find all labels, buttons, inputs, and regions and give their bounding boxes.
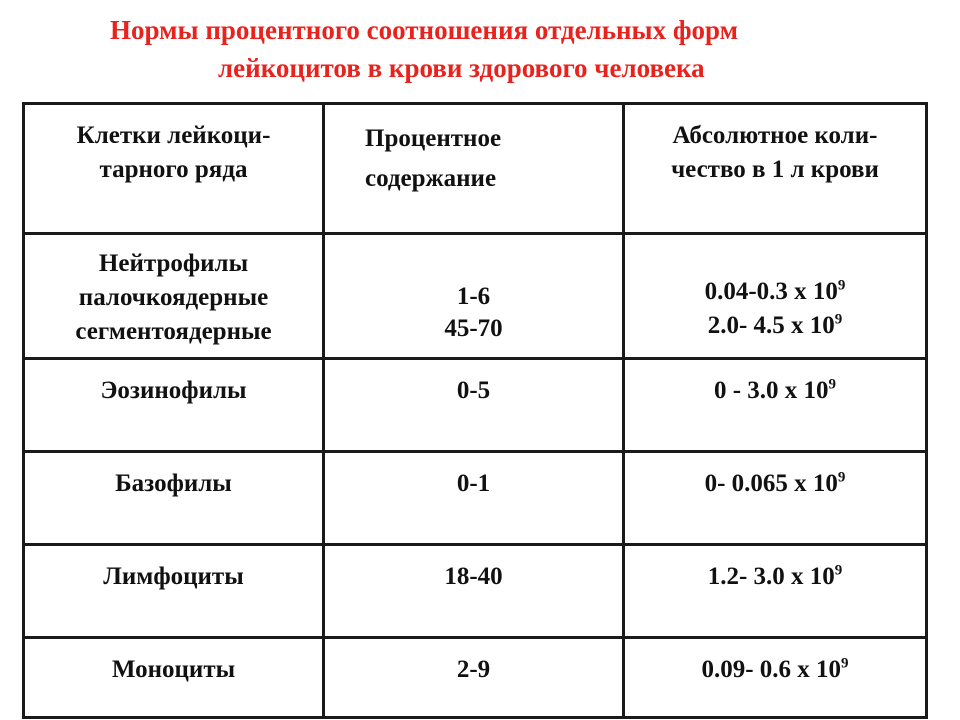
table-row [24,545,927,638]
header-cell-cell-type [24,104,324,234]
title-line-2: лейкоцитов в крови здорового человека [218,53,705,83]
table-header-row [24,104,927,234]
row-percent-cell: 0-1 [324,452,624,545]
header-absolute-line-2: чество в 1 л крови [671,156,879,183]
row-absolute-cell: 0.09- 0.6 х $10^9$ [624,638,927,718]
band-absolute: 0.04-0.3 х $10^9$ [704,277,846,305]
row-percent-cell: 0-5 [324,359,624,452]
segmented-neutrophils-label: сегментоядерные [75,318,272,345]
row-absolute-cell: 0- 0.065 х $10^9$ [624,452,927,545]
row-name-cell: Базофилы [24,452,324,545]
band-percent: 1-6 [456,283,491,310]
neutrophils-absolute-cell [624,234,927,359]
neutrophils-percent-cell [324,234,624,359]
header-percent-line-1: Процентное [365,125,502,152]
row-absolute-cell: 0 - 3.0 х $10^9$ [624,359,927,452]
header-absolute-line-1: Абсолютное коли- [672,122,878,149]
segmented-percent: 45-70 [444,315,503,342]
band-neutrophils-label: палочкоядерные [78,284,269,311]
neutrophils-label: Нейтрофилы [98,250,249,277]
header-cell-percent [324,104,624,234]
row-absolute-cell: 1.2- 3.0 х $10^9$ [624,545,927,638]
title-line-1: Нормы процентного соотношения отдельных форм [110,15,739,45]
neutrophils-name-cell [24,234,324,359]
segmented-absolute: 2.0- 4.5 х $10^9$ [707,311,843,339]
row-name-cell: Лимфоциты [24,545,324,638]
header-percent-line-2: содержание [365,165,497,192]
table-row [24,638,927,718]
leukocyte-norms-table [22,102,928,719]
row-percent-cell: 2-9 [324,638,624,718]
header-cell-absolute [624,104,927,234]
row-name-cell: Моноциты [24,638,324,718]
row-name-cell: Эозинофилы [24,359,324,452]
header-cell-type-line-1: Клетки лейкоци- [76,122,271,149]
table-row [24,452,927,545]
table-row [24,359,927,452]
header-cell-type-line-2: тарного ряда [99,156,248,183]
row-percent-cell: 18-40 [324,545,624,638]
table-row [24,234,927,359]
